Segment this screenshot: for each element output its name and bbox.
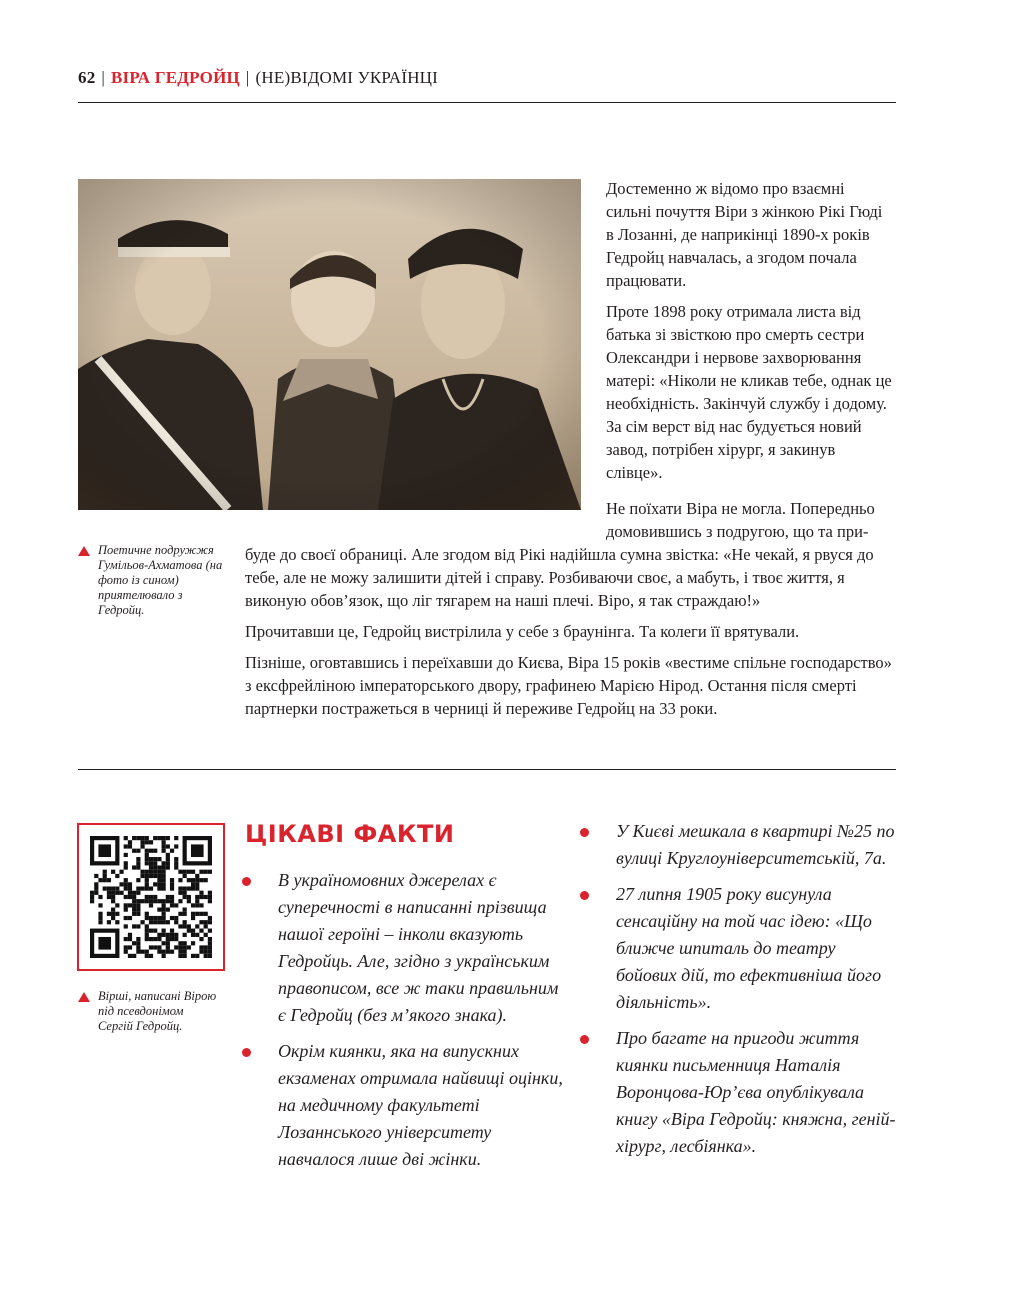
fact-item (616, 881, 898, 1016)
fact-text: В україномовних джерелах є суперечності в написанні прізвища нашої героїні – інколи вказують Гедройць. Але, згідно з українським правописом, все ж таки правильним є Гедройц (без м’якого знака). (278, 870, 559, 1025)
bullet-icon (580, 891, 589, 900)
article-paragraph: Проте 1898 року отримала листа від батька зі звісткою про смерть сестри Олександри і нервове захворювання матері: «Ніколи не кликав тебе, однак це необхідність. Закінчуй службу і додому. За сім верст від нас будується новий завод, потрібен хірург, я закинув слівце». (606, 302, 892, 482)
bullet-icon (242, 877, 251, 886)
header-rule (78, 102, 896, 103)
fact-text: Про багате на пригоди життя киянки письменниця Наталія Воронцова-Юр’єва опублікувала книгу «Віра Гедройц: княжна, геній-хірург, лесбіянка». (616, 1028, 896, 1156)
section-rule (78, 769, 896, 770)
fact-text: У Києві мешкала в квартирі №25 по вулиці Круглоуніверситетській, 7а. (616, 821, 895, 868)
photo-caption-text: Поетичне подружжя Гумільов-Ахматова (на фото із сином) приятелювало з Гедройц. (98, 543, 223, 617)
article-paragraph: Прочитавши це, Гедройц вистрілила у себе з браунінга. Та колеги її врятували. (245, 622, 800, 641)
header-separator: | (101, 68, 106, 87)
caption-marker-icon (78, 546, 90, 556)
family-photo (78, 179, 581, 510)
bullet-icon (242, 1048, 251, 1057)
page-number: 62 (78, 68, 96, 87)
article-paragraph: Достеменно ж відомо про взаємні сильні почуття Віри з жінкою Рікі Гюді в Лозанні, де наприкінці 1890-х років Гедройц навчалась, а згодом почала працювати. (606, 179, 883, 290)
article-wide-column (245, 543, 897, 728)
bullet-icon (580, 828, 589, 837)
fact-item (278, 1038, 563, 1173)
article-paragraph-start: Не поїхати Віра не могла. Попередньо домовившись з подругою, що та при- (606, 499, 875, 541)
facts-title: ЦІКАВІ ФАКТИ (245, 820, 455, 848)
fact-text: Окрім киянки, яка на випускних екзаменах отримала найвищі оцінки, на медичному факультеті Лозаннського університету навчалося лише дві жінки. (278, 1041, 563, 1169)
article-paragraph: буде до своєї обраниці. Але згодом від Рікі надійшла сумна звістка: «Не чекай, я рвуся до тебе, але не можу залишити дітей і справу. Розбиваючи своє, а мабуть, і твоє життя, я виконую обов’язок, що ліг тягарем на наші плечі. Віро, я так страждаю!» (245, 545, 874, 610)
qr-caption (98, 989, 218, 1034)
qr-code[interactable] (77, 823, 225, 971)
fact-text: 27 липня 1905 року висунула сенсаційну на той час ідею: «Що ближче шпиталь до театру бойових дій, то ефективніша його діяльність». (616, 884, 882, 1012)
caption-marker-icon (78, 992, 90, 1002)
photo-caption (98, 543, 228, 618)
bullet-icon (580, 1035, 589, 1044)
fact-item (616, 818, 898, 872)
qr-code-icon (90, 836, 212, 958)
header-person-name: ВІРА ГЕДРОЙЦ (111, 68, 240, 87)
article-paragraph: Пізніше, оговтавшись і переїхавши до Києва, Віра 15 років «вестиме спільне господарство» з ексфрейліною імператорського двору, графинею Марією Нірод. Остання після смерті партнерки постражеться в черниці й переживе Гедройц на 33 роки. (245, 653, 892, 718)
header-series: (НЕ)ВІДОМІ УКРАЇНЦІ (255, 68, 439, 87)
facts-list-right (616, 818, 898, 1169)
facts-list-left (278, 867, 563, 1182)
header-separator: | (245, 68, 250, 87)
fact-item (616, 1025, 898, 1160)
qr-caption-text: Вірші, написані Вірою під псевдонімом Сергій Гедройц. (98, 989, 217, 1033)
article-right-column (606, 177, 894, 492)
page-header (78, 68, 438, 88)
fact-item (278, 867, 563, 1029)
